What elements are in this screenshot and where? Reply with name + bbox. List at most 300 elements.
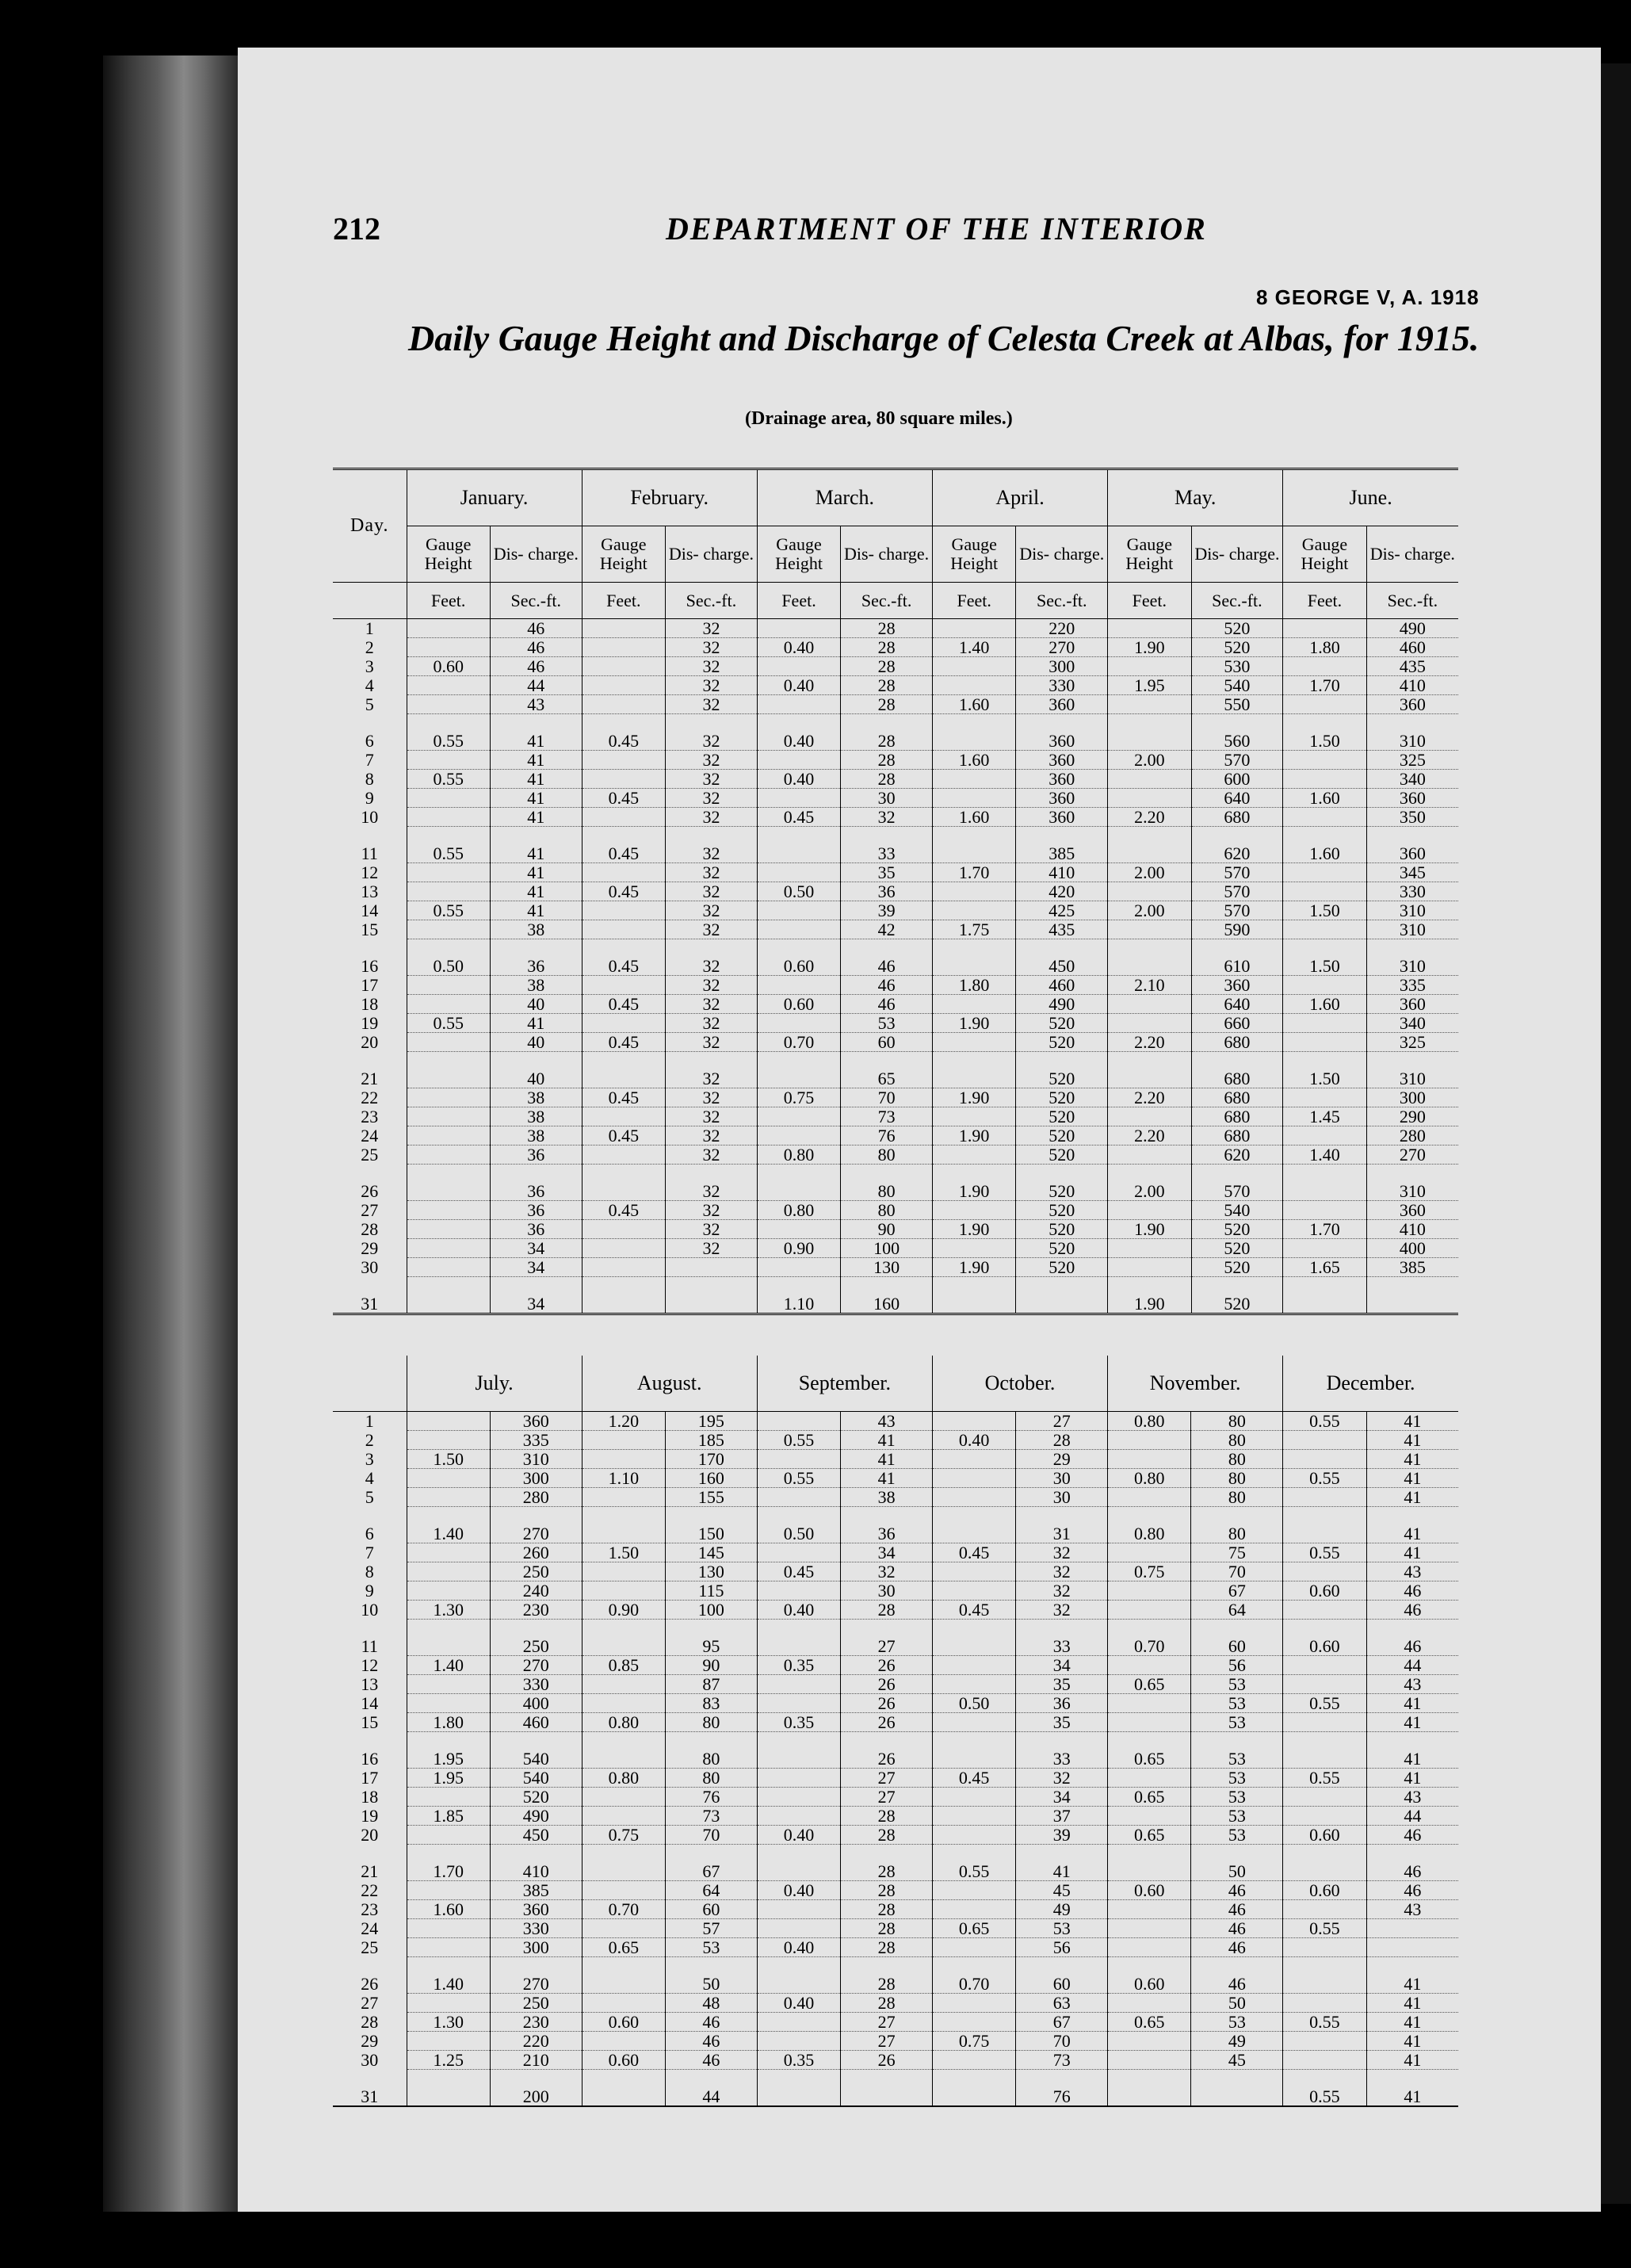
discharge-cell: 53	[1016, 1919, 1108, 1938]
day-number: 10	[361, 807, 379, 827]
discharge-cell: 460	[1366, 638, 1458, 657]
gauge-height-cell: 0.65	[1108, 2013, 1191, 2032]
day-number: 22	[361, 1880, 379, 1900]
gauge-height-cell	[582, 1881, 665, 1900]
discharge-cell: 46	[841, 995, 933, 1014]
table-row	[333, 995, 1458, 1014]
discharge-cell: 300	[490, 1938, 582, 1957]
discharge-cell: 46	[1191, 1900, 1283, 1919]
discharge-cell: 385	[1016, 844, 1108, 863]
day-number: 19	[361, 1806, 379, 1826]
discharge-cell: 220	[490, 2032, 582, 2051]
day-number: 21	[361, 1861, 379, 1882]
discharge-cell: 33	[841, 844, 933, 863]
discharge-cell: 41	[490, 844, 582, 863]
discharge-cell: 53	[1191, 1788, 1283, 1807]
discharge-cell: 680	[1191, 1033, 1283, 1052]
gauge-height-cell	[932, 1656, 1015, 1675]
discharge-cell: 490	[1366, 619, 1458, 638]
gauge-height-cell	[757, 1975, 840, 1994]
discharge-cell: 64	[1191, 1601, 1283, 1620]
gauge-height-cell	[1283, 1088, 1366, 1107]
gauge-height-cell	[1108, 920, 1191, 939]
discharge-cell: 28	[841, 638, 933, 657]
gauge-height-cell: 0.60	[1283, 1826, 1366, 1845]
discharge-cell: 28	[841, 695, 933, 714]
gauge-height-cell	[757, 1807, 840, 1826]
discharge-cell: 53	[666, 1938, 758, 1957]
discharge-cell: 385	[1366, 1258, 1458, 1277]
day-number: 1	[365, 618, 374, 639]
day-number: 28	[361, 1219, 379, 1239]
month-header: July.	[407, 1356, 582, 1412]
gauge-height-cell: 0.45	[582, 844, 665, 863]
month-header: December.	[1283, 1356, 1458, 1412]
discharge-cell: 540	[490, 1750, 582, 1769]
discharge-cell: 32	[666, 751, 758, 770]
table-row	[333, 1543, 1458, 1562]
discharge-cell: 41	[1366, 1469, 1458, 1488]
unit-sec-ft: Sec.-ft.	[841, 583, 933, 619]
discharge-cell: 490	[490, 1807, 582, 1826]
day-number: 13	[361, 1674, 379, 1694]
discharge-cell: 520	[1016, 1201, 1108, 1220]
discharge-cell: 46	[1366, 1862, 1458, 1881]
month-header: August.	[582, 1356, 757, 1412]
row-group-gap	[333, 2070, 1458, 2088]
gauge-height-cell	[932, 995, 1015, 1014]
gauge-height-cell	[932, 1788, 1015, 1807]
discharge-cell: 46	[841, 957, 933, 976]
table-row	[333, 1126, 1458, 1145]
gauge-height-header: Gauge Height	[1108, 526, 1191, 583]
gauge-height-cell	[1283, 657, 1366, 676]
discharge-cell: 270	[490, 1656, 582, 1675]
gauge-height-cell: 0.80	[582, 1769, 665, 1788]
discharge-cell: 76	[1016, 2087, 1108, 2106]
discharge-cell: 360	[1366, 995, 1458, 1014]
gauge-height-cell	[1108, 1431, 1191, 1450]
gauge-height-cell: 0.55	[1283, 1769, 1366, 1788]
gauge-table-jan-jun	[333, 468, 1458, 1320]
gauge-height-cell	[757, 1182, 840, 1201]
discharge-cell: 330	[490, 1675, 582, 1694]
discharge-cell: 260	[490, 1543, 582, 1562]
discharge-cell: 36	[841, 1524, 933, 1543]
discharge-cell: 53	[1191, 1750, 1283, 1769]
day-header-blank	[333, 1356, 407, 1412]
table-row	[333, 2087, 1458, 2106]
discharge-cell: 400	[1366, 1239, 1458, 1258]
gauge-height-cell	[407, 751, 490, 770]
gauge-height-cell: 0.40	[932, 1431, 1015, 1450]
day-number: 6	[365, 731, 374, 752]
discharge-cell: 30	[1016, 1488, 1108, 1507]
page-number: 212	[333, 211, 380, 247]
discharge-cell: 42	[841, 920, 933, 939]
gauge-height-cell	[1108, 1900, 1191, 1919]
gauge-height-cell	[1108, 2051, 1191, 2070]
gauge-height-cell: 0.85	[582, 1656, 665, 1675]
gauge-height-cell: 0.70	[1108, 1637, 1191, 1656]
gauge-height-cell	[1108, 957, 1191, 976]
gauge-height-cell	[582, 657, 665, 676]
gauge-height-cell: 0.55	[1283, 2087, 1366, 2106]
table-row	[333, 1412, 1458, 1431]
discharge-cell: 80	[1191, 1450, 1283, 1469]
gauge-height-cell: 0.75	[932, 2032, 1015, 2051]
gauge-height-cell	[1108, 789, 1191, 808]
discharge-cell: 570	[1191, 751, 1283, 770]
gauge-height-cell: 1.50	[1283, 1069, 1366, 1088]
discharge-cell: 60	[666, 1900, 758, 1919]
month-header: September.	[757, 1356, 932, 1412]
day-number: 21	[361, 1069, 379, 1089]
gauge-height-cell: 0.40	[757, 1601, 840, 1620]
gauge-height-cell	[757, 1107, 840, 1126]
gauge-height-cell	[1283, 1862, 1366, 1881]
gauge-height-cell	[407, 1412, 490, 1431]
table-row	[333, 1488, 1458, 1507]
gauge-height-cell	[1283, 882, 1366, 901]
gauge-height-cell	[582, 1145, 665, 1165]
discharge-cell: 53	[841, 1014, 933, 1033]
gauge-height-cell	[407, 1107, 490, 1126]
gauge-height-cell	[582, 1220, 665, 1239]
discharge-cell: 330	[1016, 676, 1108, 695]
discharge-cell: 200	[490, 2087, 582, 2106]
gauge-height-cell: 1.50	[582, 1543, 665, 1562]
discharge-cell: 325	[1366, 1033, 1458, 1052]
discharge-cell: 680	[1191, 808, 1283, 827]
gauge-height-cell	[932, 1107, 1015, 1126]
gauge-height-cell	[757, 1581, 840, 1601]
discharge-cell: 145	[666, 1543, 758, 1562]
discharge-cell: 27	[841, 1637, 933, 1656]
gauge-height-cell	[932, 1900, 1015, 1919]
day-number: 18	[361, 1787, 379, 1807]
table-row	[333, 2051, 1458, 2070]
gauge-height-cell	[757, 1750, 840, 1769]
discharge-cell: 32	[666, 1182, 758, 1201]
gauge-height-cell	[757, 1769, 840, 1788]
discharge-cell: 660	[1191, 1014, 1283, 1033]
gauge-height-cell	[1108, 995, 1191, 1014]
gauge-height-cell	[407, 1675, 490, 1694]
day-header: Day.	[333, 469, 407, 583]
gauge-height-cell	[1108, 1107, 1191, 1126]
gauge-height-cell: 0.50	[932, 1694, 1015, 1713]
gauge-height-cell: 0.80	[757, 1145, 840, 1165]
discharge-cell: 38	[490, 1126, 582, 1145]
discharge-cell: 64	[666, 1881, 758, 1900]
gauge-height-cell: 1.10	[582, 1469, 665, 1488]
discharge-cell	[1366, 1295, 1458, 1314]
gauge-height-cell	[757, 1126, 840, 1145]
gauge-height-cell: 1.65	[1283, 1258, 1366, 1277]
gauge-height-cell: 0.40	[757, 770, 840, 789]
gauge-height-cell: 1.90	[1108, 1220, 1191, 1239]
table-row	[333, 695, 1458, 714]
gauge-height-cell	[932, 1807, 1015, 1826]
gauge-height-cell: 0.65	[582, 1938, 665, 1957]
discharge-cell: 60	[841, 1033, 933, 1052]
gauge-height-cell	[582, 1862, 665, 1881]
discharge-cell: 45	[1191, 2051, 1283, 2070]
discharge-cell: 50	[1191, 1994, 1283, 2013]
gauge-height-cell	[1108, 1543, 1191, 1562]
gauge-height-cell: 0.80	[1108, 1524, 1191, 1543]
discharge-cell: 32	[666, 1069, 758, 1088]
discharge-cell: 36	[490, 957, 582, 976]
discharge-cell: 80	[1191, 1431, 1283, 1450]
discharge-cell: 44	[666, 2087, 758, 2106]
gauge-height-cell	[932, 957, 1015, 976]
discharge-cell: 80	[1191, 1488, 1283, 1507]
discharge-cell: 41	[1366, 2087, 1458, 2106]
table-row	[333, 1637, 1458, 1656]
discharge-cell: 540	[490, 1769, 582, 1788]
discharge-cell: 350	[1366, 808, 1458, 827]
discharge-cell: 32	[666, 882, 758, 901]
gauge-height-cell	[582, 1637, 665, 1656]
gauge-height-cell: 0.55	[1283, 1919, 1366, 1938]
discharge-cell: 26	[841, 1713, 933, 1732]
discharge-cell: 280	[490, 1488, 582, 1507]
discharge-cell: 32	[1016, 1601, 1108, 1620]
discharge-cell: 41	[1366, 1450, 1458, 1469]
unit-sec-ft: Sec.-ft.	[1366, 583, 1458, 619]
unit-feet: Feet.	[582, 583, 665, 619]
discharge-cell: 41	[490, 1014, 582, 1033]
gauge-height-cell	[582, 1807, 665, 1826]
discharge-cell: 460	[490, 1713, 582, 1732]
gauge-height-cell: 0.45	[582, 1088, 665, 1107]
page-edge	[1601, 63, 1631, 2204]
discharge-cell: 280	[1366, 1126, 1458, 1145]
discharge-cell: 34	[490, 1239, 582, 1258]
gauge-height-cell: 1.70	[1283, 676, 1366, 695]
gauge-height-cell	[582, 1450, 665, 1469]
discharge-cell: 520	[1016, 1220, 1108, 1239]
gauge-height-cell	[582, 920, 665, 939]
gauge-height-cell	[1283, 920, 1366, 939]
discharge-cell: 450	[1016, 957, 1108, 976]
gauge-height-cell: 1.25	[407, 2051, 490, 2070]
gauge-height-cell: 0.55	[407, 844, 490, 863]
discharge-cell: 41	[1366, 1713, 1458, 1732]
gauge-height-cell: 0.75	[1108, 1562, 1191, 1581]
gauge-height-cell	[1283, 1900, 1366, 1919]
gauge-height-cell	[1108, 1450, 1191, 1469]
gauge-height-cell: 0.40	[757, 638, 840, 657]
gauge-height-cell	[407, 1881, 490, 1900]
gauge-height-cell	[932, 1637, 1015, 1656]
gauge-height-cell: 1.30	[407, 1601, 490, 1620]
gauge-height-cell	[1283, 2051, 1366, 2070]
gauge-height-cell	[932, 1826, 1015, 1845]
discharge-cell: 43	[1366, 1788, 1458, 1807]
gauge-height-cell	[407, 1126, 490, 1145]
discharge-cell: 520	[1191, 1258, 1283, 1277]
unit-sec-ft: Sec.-ft.	[1016, 583, 1108, 619]
gauge-height-cell: 2.20	[1108, 1126, 1191, 1145]
discharge-cell: 35	[1016, 1675, 1108, 1694]
gauge-height-cell: 2.00	[1108, 901, 1191, 920]
discharge-cell: 32	[666, 1088, 758, 1107]
table-row	[333, 957, 1458, 976]
gauge-height-cell	[932, 1675, 1015, 1694]
table-row	[333, 1088, 1458, 1107]
gauge-height-cell	[1283, 808, 1366, 827]
discharge-cell: 32	[666, 1107, 758, 1126]
gauge-height-cell	[932, 1581, 1015, 1601]
gauge-height-cell: 0.60	[1108, 1881, 1191, 1900]
gauge-height-cell: 1.50	[1283, 732, 1366, 751]
gauge-height-cell	[582, 2087, 665, 2106]
gauge-height-cell	[582, 1562, 665, 1581]
discharge-cell: 28	[841, 1601, 933, 1620]
discharge-cell: 185	[666, 1431, 758, 1450]
discharge-cell: 37	[1016, 1807, 1108, 1826]
gauge-height-cell	[932, 1450, 1015, 1469]
gauge-height-cell	[932, 1069, 1015, 1088]
day-number: 3	[365, 656, 374, 676]
gauge-height-cell	[582, 901, 665, 920]
gauge-height-cell: 1.95	[407, 1750, 490, 1769]
month-header: March.	[757, 469, 932, 526]
gauge-height-cell: 0.40	[757, 1826, 840, 1845]
gauge-height-cell: 0.40	[757, 732, 840, 751]
discharge-cell: 520	[1016, 1014, 1108, 1033]
discharge-cell: 50	[666, 1975, 758, 1994]
table-row	[333, 1469, 1458, 1488]
gauge-height-cell	[1108, 1656, 1191, 1675]
gauge-height-cell	[1108, 657, 1191, 676]
discharge-cell: 450	[490, 1826, 582, 1845]
gauge-height-cell	[1283, 863, 1366, 882]
table-row	[333, 1562, 1458, 1581]
discharge-cell: 32	[666, 695, 758, 714]
day-number: 25	[361, 1937, 379, 1957]
gauge-height-cell: 0.45	[757, 808, 840, 827]
discharge-cell: 28	[841, 1807, 933, 1826]
discharge-cell: 41	[1366, 1488, 1458, 1507]
discharge-cell: 32	[666, 619, 758, 638]
discharge-cell: 560	[1191, 732, 1283, 751]
discharge-cell: 360	[1366, 844, 1458, 863]
discharge-header: Dis- charge.	[841, 526, 933, 583]
day-number: 11	[361, 1636, 378, 1657]
discharge-cell: 520	[1191, 619, 1283, 638]
discharge-cell: 41	[490, 808, 582, 827]
table-subtitle: (Drainage area, 80 square miles.)	[745, 408, 1013, 429]
gauge-height-cell	[932, 1994, 1015, 2013]
discharge-cell: 360	[1366, 695, 1458, 714]
gauge-height-cell: 0.65	[1108, 1826, 1191, 1845]
discharge-cell: 36	[490, 1220, 582, 1239]
table-title: Daily Gauge Height and Discharge of Celesta Creek at Albas, for 1915.	[408, 318, 1480, 358]
table-row	[333, 1919, 1458, 1938]
day-number: 2	[365, 1430, 374, 1450]
gauge-height-cell	[757, 1069, 840, 1088]
discharge-cell: 360	[1016, 770, 1108, 789]
gauge-height-cell	[582, 1258, 665, 1277]
discharge-cell: 53	[1191, 1713, 1283, 1732]
discharge-cell: 240	[490, 1581, 582, 1601]
discharge-cell: 410	[1366, 676, 1458, 695]
gauge-height-cell: 1.80	[932, 976, 1015, 995]
unit-feet: Feet.	[407, 583, 490, 619]
gauge-height-cell: 0.75	[582, 1826, 665, 1845]
day-number: 31	[361, 2086, 379, 2106]
gauge-height-cell: 1.95	[407, 1769, 490, 1788]
gauge-height-cell: 1.60	[932, 695, 1015, 714]
gauge-height-cell	[407, 1182, 490, 1201]
discharge-cell: 270	[490, 1524, 582, 1543]
gauge-height-cell	[582, 1675, 665, 1694]
gauge-height-cell	[932, 1239, 1015, 1258]
gauge-height-cell	[407, 1637, 490, 1656]
unit-feet: Feet.	[757, 583, 840, 619]
discharge-cell: 46	[490, 638, 582, 657]
discharge-cell: 26	[841, 1656, 933, 1675]
table-row	[333, 901, 1458, 920]
day-number: 30	[361, 1257, 379, 1277]
discharge-cell: 550	[1191, 695, 1283, 714]
gauge-height-cell	[1283, 1788, 1366, 1807]
discharge-cell: 360	[1016, 751, 1108, 770]
discharge-cell: 80	[666, 1769, 758, 1788]
discharge-cell: 41	[841, 1431, 933, 1450]
day-number: 8	[365, 769, 374, 789]
gauge-height-cell	[757, 789, 840, 808]
discharge-cell: 570	[1191, 1182, 1283, 1201]
gauge-height-cell: 0.55	[757, 1469, 840, 1488]
day-number: 28	[361, 2012, 379, 2032]
gauge-height-cell	[1283, 1295, 1366, 1314]
gauge-height-cell	[1283, 1562, 1366, 1581]
gauge-height-cell: 0.55	[1283, 1469, 1366, 1488]
discharge-cell: 32	[666, 844, 758, 863]
discharge-cell: 41	[1366, 1750, 1458, 1769]
gauge-height-cell	[1108, 1201, 1191, 1220]
discharge-cell: 41	[490, 882, 582, 901]
table-row	[333, 1145, 1458, 1165]
discharge-cell: 310	[1366, 1182, 1458, 1201]
gauge-height-cell	[407, 1201, 490, 1220]
gauge-height-cell: 1.90	[1108, 638, 1191, 657]
gauge-height-cell	[1283, 751, 1366, 770]
discharge-cell: 28	[841, 1938, 933, 1957]
gauge-height-cell	[582, 1107, 665, 1126]
discharge-cell: 90	[666, 1656, 758, 1675]
gauge-height-cell	[1108, 1145, 1191, 1165]
month-header: April.	[932, 469, 1107, 526]
gauge-height-cell: 0.45	[582, 1033, 665, 1052]
gauge-height-cell: 0.60	[757, 957, 840, 976]
discharge-cell: 340	[1366, 770, 1458, 789]
discharge-cell: 340	[1366, 1014, 1458, 1033]
discharge-cell: 32	[666, 789, 758, 808]
gauge-height-cell	[757, 1258, 840, 1277]
gauge-height-cell	[1283, 1975, 1366, 1994]
discharge-cell: 530	[1191, 657, 1283, 676]
discharge-cell: 28	[841, 1862, 933, 1881]
gauge-height-cell	[1283, 1807, 1366, 1826]
gauge-height-cell: 0.55	[757, 1431, 840, 1450]
discharge-cell: 60	[1016, 1975, 1108, 1994]
